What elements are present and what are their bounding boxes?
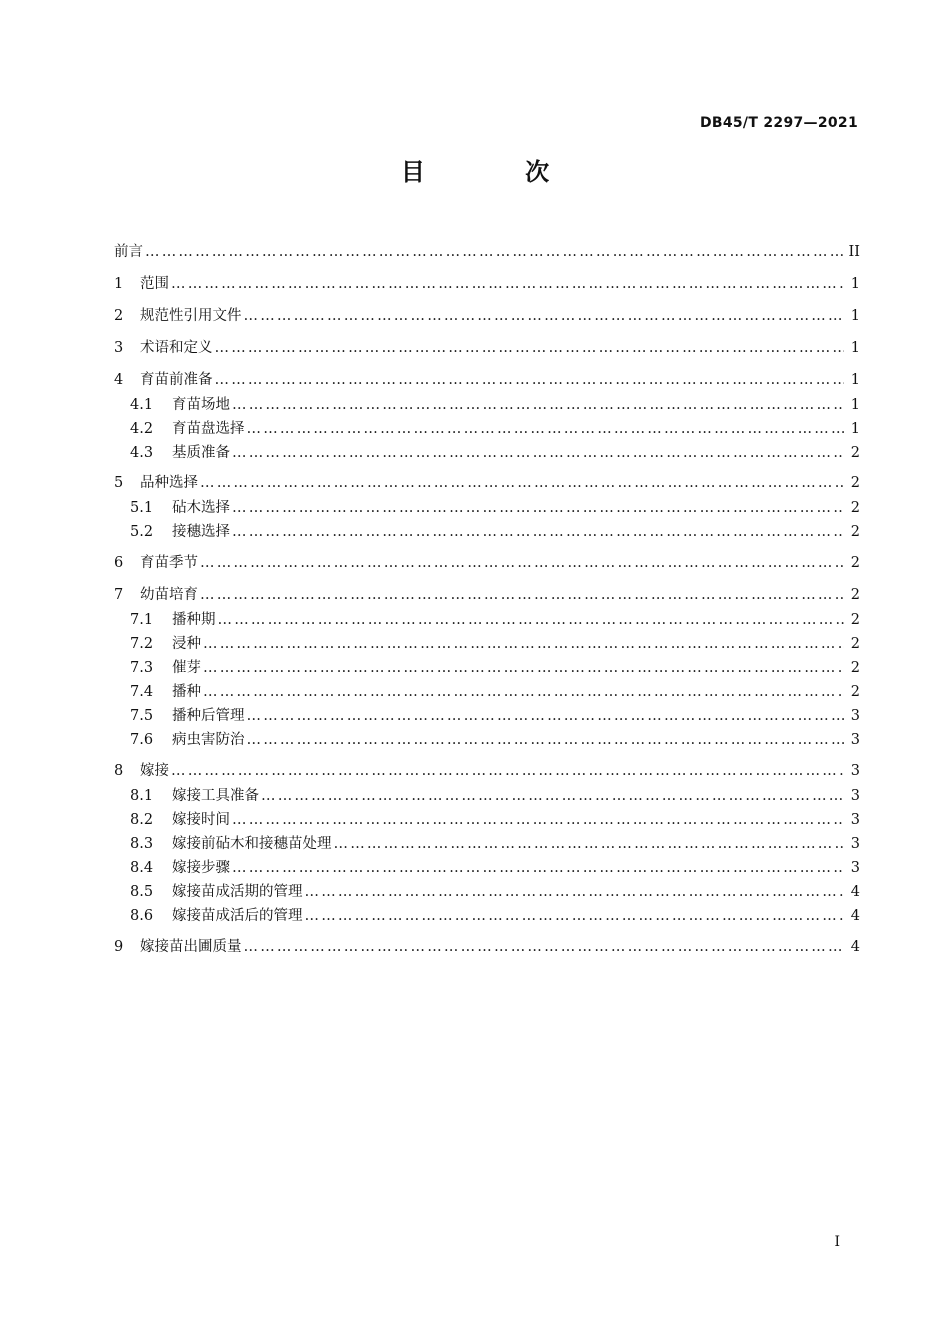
toc-entry[interactable] (114, 832, 860, 854)
toc-page: 2 (850, 660, 860, 676)
toc-number: 7.5 (130, 708, 154, 724)
toc-page: 2 (850, 555, 860, 571)
toc-number: 4.1 (130, 397, 154, 413)
dot-leader (334, 836, 845, 852)
toc-label: 基质准备 (172, 445, 230, 461)
toc-label: 嫁接工具准备 (172, 788, 259, 804)
dot-leader (232, 500, 844, 516)
toc-number: 3 (114, 340, 124, 356)
toc-entry[interactable] (114, 680, 860, 702)
dot-leader (232, 397, 844, 413)
toc-page: 1 (850, 340, 860, 356)
toc-entry[interactable] (114, 856, 860, 878)
toc-number: 7.1 (130, 612, 154, 628)
toc-number: 8.4 (130, 860, 154, 876)
toc-page: 2 (850, 475, 860, 491)
toc-page: 2 (850, 612, 860, 628)
toc-number: 4.3 (130, 445, 154, 461)
toc-number: 8.2 (130, 812, 154, 828)
page-number: I (834, 1234, 840, 1250)
toc-page: 3 (850, 860, 860, 876)
dot-leader (305, 884, 845, 900)
toc-entry[interactable] (114, 368, 860, 390)
toc-label: 育苗盘选择 (172, 421, 245, 437)
dot-leader (247, 732, 845, 748)
toc-entry[interactable] (114, 632, 860, 654)
dot-leader (247, 708, 845, 724)
toc-label: 育苗场地 (172, 397, 230, 413)
toc-page: 2 (850, 587, 860, 603)
toc-entry[interactable] (114, 880, 860, 902)
toc-entry[interactable] (114, 304, 860, 326)
toc-label: 砧木选择 (172, 500, 230, 516)
toc-label: 嫁接苗成活后的管理 (172, 908, 303, 924)
dot-leader (200, 587, 844, 603)
toc-page: 4 (850, 939, 860, 955)
dot-leader (203, 636, 844, 652)
toc-label: 嫁接步骤 (172, 860, 230, 876)
toc-number: 5.2 (130, 524, 154, 540)
toc-label: 范围 (140, 276, 169, 292)
toc-entry[interactable] (114, 496, 860, 518)
dot-leader (203, 684, 844, 700)
toc-page: 1 (850, 397, 860, 413)
toc-label: 病虫害防治 (172, 732, 245, 748)
toc-label: 嫁接 (140, 763, 169, 779)
toc-entry[interactable] (114, 336, 860, 358)
toc-page: 2 (850, 636, 860, 652)
dot-leader (200, 475, 844, 491)
toc-label: 育苗前准备 (140, 372, 213, 388)
toc-label: 接穗选择 (172, 524, 230, 540)
toc-page: 2 (850, 684, 860, 700)
toc-entry[interactable] (114, 583, 860, 605)
dot-leader (200, 555, 844, 571)
toc-number: 7 (114, 587, 124, 603)
toc-entry[interactable] (114, 417, 860, 439)
toc-page: 1 (850, 372, 860, 388)
dot-leader (218, 612, 845, 628)
toc-number: 7.6 (130, 732, 154, 748)
toc-page: 1 (850, 308, 860, 324)
toc-label: 术语和定义 (140, 340, 213, 356)
dot-leader (232, 524, 844, 540)
toc-entry[interactable] (114, 240, 860, 262)
toc-entry[interactable] (114, 608, 860, 630)
toc-entry[interactable] (114, 935, 860, 957)
toc-entry[interactable] (114, 551, 860, 573)
toc-label: 嫁接苗出圃质量 (140, 939, 242, 955)
toc-page: 4 (850, 884, 860, 900)
toc-entry[interactable] (114, 784, 860, 806)
toc-page: 3 (850, 708, 860, 724)
toc-number: 7.3 (130, 660, 154, 676)
toc-number: 8.3 (130, 836, 154, 852)
toc-entry[interactable] (114, 704, 860, 726)
toc-label: 播种期 (172, 612, 216, 628)
toc-number: 8.5 (130, 884, 154, 900)
toc-number: 4.2 (130, 421, 154, 437)
dot-leader (261, 788, 844, 804)
toc-page: 3 (850, 763, 860, 779)
toc-page: 1 (850, 421, 860, 437)
toc-entry[interactable] (114, 808, 860, 830)
toc-page: 4 (850, 908, 860, 924)
toc-entry[interactable] (114, 441, 860, 463)
toc-number: 8.1 (130, 788, 154, 804)
toc-number: 4 (114, 372, 124, 388)
dot-leader (232, 812, 844, 828)
toc-label: 规范性引用文件 (140, 308, 242, 324)
toc-number: 8 (114, 763, 124, 779)
toc-entry[interactable] (114, 471, 860, 493)
dot-leader (232, 445, 844, 461)
toc-label: 嫁接时间 (172, 812, 230, 828)
page-title: 目 次 (400, 158, 596, 186)
toc-number: 2 (114, 308, 124, 324)
toc-label: 嫁接前砧木和接穗苗处理 (172, 836, 332, 852)
toc-page: 2 (850, 524, 860, 540)
toc-label: 前言 (114, 244, 143, 260)
toc-page: 3 (850, 836, 860, 852)
toc-number: 6 (114, 555, 124, 571)
dot-leader (215, 372, 845, 388)
toc-label: 播种后管理 (172, 708, 245, 724)
dot-leader (305, 908, 845, 924)
dot-leader (247, 421, 845, 437)
toc-page: 1 (850, 276, 860, 292)
toc-entry[interactable] (114, 759, 860, 781)
toc-page: 3 (850, 788, 860, 804)
toc-label: 浸种 (172, 636, 201, 652)
toc-number: 7.4 (130, 684, 154, 700)
dot-leader (145, 244, 843, 260)
toc-page: 3 (850, 812, 860, 828)
toc-entry[interactable] (114, 728, 860, 750)
dot-leader (232, 860, 844, 876)
toc-label: 催芽 (172, 660, 201, 676)
toc-number: 9 (114, 939, 124, 955)
dot-leader (244, 939, 845, 955)
toc-number: 7.2 (130, 636, 154, 652)
toc-number: 5 (114, 475, 124, 491)
toc-page: 2 (850, 445, 860, 461)
dot-leader (171, 276, 844, 292)
toc-entry[interactable] (114, 656, 860, 678)
document-id: DB45/T 2297—2021 (699, 115, 858, 131)
toc-number: 8.6 (130, 908, 154, 924)
toc-label: 品种选择 (140, 475, 198, 491)
dot-leader (244, 308, 845, 324)
toc-page: 3 (850, 732, 860, 748)
toc-page: 2 (850, 500, 860, 516)
toc-page: II (848, 244, 860, 260)
toc-number: 5.1 (130, 500, 154, 516)
toc-label: 嫁接苗成活期的管理 (172, 884, 303, 900)
toc-label: 育苗季节 (140, 555, 198, 571)
toc-label: 幼苗培育 (140, 587, 198, 603)
toc-entry[interactable] (114, 520, 860, 542)
toc-label: 播种 (172, 684, 201, 700)
toc-number: 1 (114, 276, 124, 292)
toc-entry[interactable] (114, 393, 860, 415)
dot-leader (215, 340, 845, 356)
dot-leader (171, 763, 844, 779)
toc-entry[interactable] (114, 904, 860, 926)
toc-entry[interactable] (114, 272, 860, 294)
dot-leader (203, 660, 844, 676)
